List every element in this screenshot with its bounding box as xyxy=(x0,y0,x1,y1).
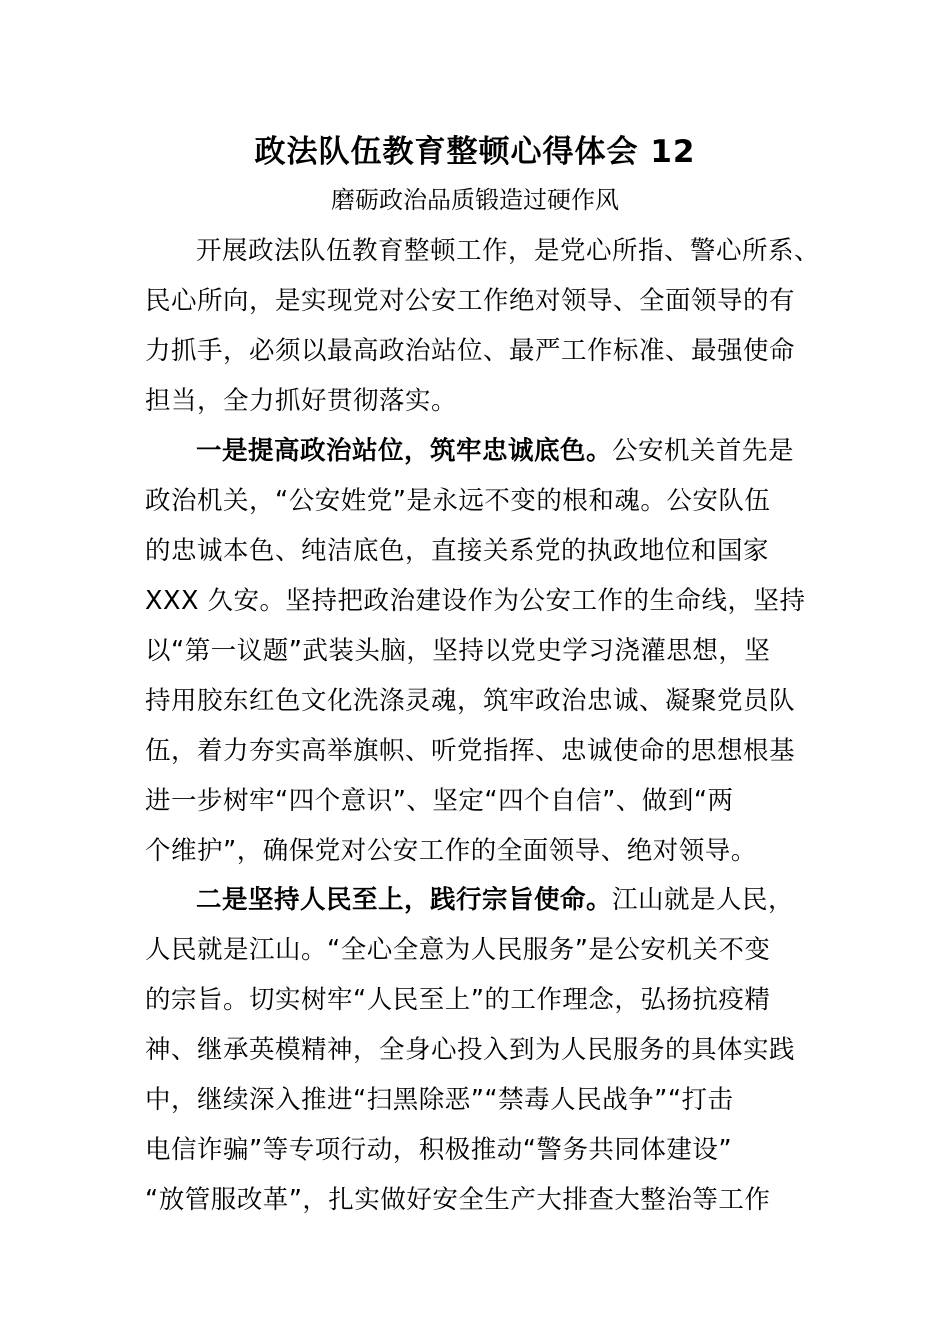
section-heading: 二是坚持人民至上，践行宗旨使命。 xyxy=(196,885,613,915)
body-line: 神、继承英模精神，全身心投入到为人民服务的具体实践 xyxy=(145,1035,796,1065)
body-line: 电信诈骗”等专项行动，积极推动“警务共同体建设” xyxy=(145,1135,733,1165)
document-title: 政法队伍教育整顿心得体会 12 xyxy=(254,134,696,170)
body-line: 伍，着力夯实高举旗帜、听党指挥、忠诚使命的思想根基 xyxy=(145,736,796,766)
body-line: 进一步树牢“四个意识”、坚定“四个自信”、做到“两 xyxy=(145,786,734,816)
body-line: 一是提高政治站位，筑牢忠诚底色。公安机关首先是 xyxy=(196,436,795,466)
body-line: “放管服改革”，扎实做好安全生产大排查大整治等工作 xyxy=(145,1185,771,1215)
body-line: 个维护”，确保党对公安工作的全面领导、绝对领导。 xyxy=(145,836,757,866)
body-line: 以“第一议题”武装头脑，坚持以党史学习浇灌思想，坚 xyxy=(145,636,771,666)
body-line: 开展政法队伍教育整顿工作，是党心所指、警心所系、 xyxy=(196,236,821,266)
body-line: 民心所向，是实现党对公安工作绝对领导、全面领导的有 xyxy=(145,286,796,316)
document-subtitle: 磨砺政治品质锻造过硬作风 xyxy=(331,186,619,214)
body-line: 的忠诚本色、纯洁底色，直接关系党的执政地位和国家 xyxy=(145,536,770,566)
body-line: 力抓手，必须以最高政治站位、最严工作标准、最强使命 xyxy=(145,336,796,366)
body-line: 担当，全力抓好贯彻落实。 xyxy=(145,386,458,416)
section-heading: 一是提高政治站位，筑牢忠诚底色。 xyxy=(196,436,613,466)
body-line: 政治机关，“公安姓党”是永远不变的根和魂。公安队伍 xyxy=(145,486,771,516)
body-line: 二是坚持人民至上，践行宗旨使命。江山就是人民， xyxy=(196,885,795,915)
body-line: 的宗旨。切实树牢“人民至上”的工作理念，弘扬抗疫精 xyxy=(145,985,771,1015)
body-line: 人民就是江山。“全心全意为人民服务”是公安机关不变 xyxy=(145,935,771,965)
body-line: 中，继续深入推进“扫黑除恶”“禁毒人民战争”“打击 xyxy=(145,1085,734,1115)
body-line: XXX 久安。坚持把政治建设作为公安工作的生命线，坚持 xyxy=(145,586,806,616)
body-line: 持用胶东红色文化洗涤灵魂，筑牢政治忠诚、凝聚党员队 xyxy=(145,686,796,716)
